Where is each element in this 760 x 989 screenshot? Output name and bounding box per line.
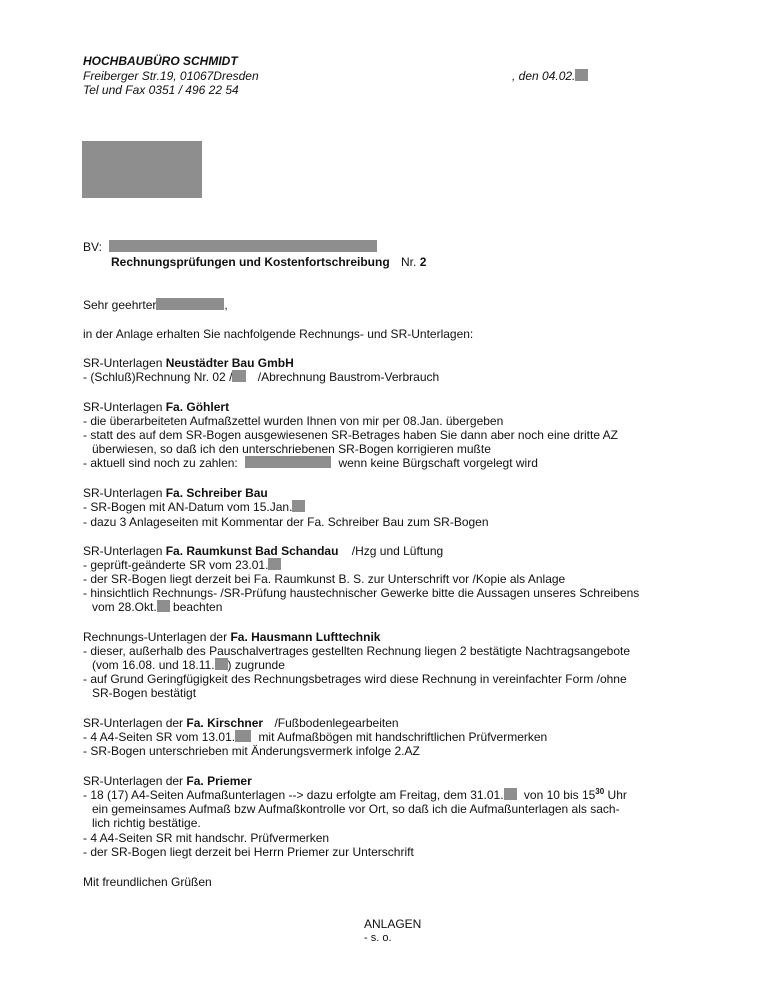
salutation-text: Sehr geehrter: [83, 298, 157, 312]
attachments-label: ANLAGEN: [364, 917, 422, 931]
heading-prefix: SR-Unterlagen: [83, 400, 163, 414]
item-text: beachten: [173, 600, 223, 614]
item-text: - SR-Bogen mit AN-Datum vom 15.Jan.: [83, 500, 293, 514]
salutation: Sehr geehrter ,: [83, 298, 228, 312]
item-text: Uhr: [607, 788, 627, 802]
company-name: Neustädter Bau GmbH: [165, 356, 294, 370]
nr-label: Nr.: [401, 255, 417, 269]
redacted-year: [575, 69, 588, 81]
heading-suffix: /Hzg und Lüftung: [351, 544, 444, 558]
section-hausmann-heading: [83, 630, 380, 644]
raumkunst-item-1: [83, 558, 281, 572]
heading-prefix: Rechnungs-Unterlagen der: [83, 630, 228, 644]
priemer-item-1-cont: ein gemeinsames Aufmaß bzw Aufmaßkontrolle vor Ort, so daß ich die Aufmaßunterlagen als sach-: [92, 802, 620, 816]
hausmann-item-1-cont: [92, 658, 285, 672]
item-text: (vom 16.08. und 18.11.: [92, 658, 215, 672]
recipient-address-redacted: [82, 141, 202, 198]
item-text: vom 28.Okt.: [92, 600, 157, 614]
goehlert-item-2-cont: überwiesen, so daß ich den unterschriebenen SR-Bogen korrigieren mußte: [92, 442, 491, 456]
bv-line: [83, 240, 377, 254]
item-text: mit Aufmaßbögen mit handschriftlichen Prüfvermerken: [258, 730, 548, 744]
heading-prefix: SR-Unterlagen: [83, 356, 163, 370]
nr-value: 2: [419, 255, 427, 269]
closing: Mit freundlichen Grüßen: [83, 875, 212, 889]
date-text: , den 04.02.: [512, 69, 576, 83]
sender-phone: Tel und Fax 0351 / 496 22 54: [83, 83, 239, 97]
item-text: - 4 A4-Seiten SR vom 13.01.: [83, 730, 236, 744]
time-superscript: 30: [595, 787, 605, 796]
company-name: Fa. Raumkunst Bad Schandau: [165, 544, 339, 558]
raumkunst-item-3-cont: [92, 600, 222, 614]
item-text: /Abrechnung Baustrom-Verbrauch: [257, 370, 440, 384]
kirschner-item-2: - SR-Bogen unterschrieben mit Änderungsvermerk infolge 2.AZ: [83, 744, 420, 758]
section-kirschner-heading: [83, 716, 399, 730]
heading-prefix: SR-Unterlagen der: [83, 716, 184, 730]
hausmann-item-2-cont: SR-Bogen bestätigt: [92, 686, 197, 700]
schreiber-item-1: [83, 500, 305, 514]
redacted-year: [504, 788, 517, 800]
raumkunst-item-2: - der SR-Bogen liegt derzeit bei Fa. Raumkunst B. S. zur Unterschrift vor /Kopie als Anlage: [83, 572, 566, 586]
item-text: - (Schluß)Rechnung Nr. 02 /: [83, 370, 233, 384]
item-text: von 10 bis 15: [523, 788, 596, 802]
redacted-name: [156, 298, 224, 310]
intro: in der Anlage erhalten Sie nachfolgende Rechnungs- und SR-Unterlagen:: [83, 327, 474, 341]
company-name: Fa. Hausmann Lufttechnik: [230, 630, 381, 644]
priemer-item-1-cont2: lich richtig bestätige.: [92, 816, 201, 830]
raumkunst-item-3: - hinsichtlich Rechnungs- /SR-Prüfung haustechnischer Gewerke bitte die Aussagen unseres Schreibens: [83, 586, 640, 600]
heading-prefix: SR-Unterlagen: [83, 486, 163, 500]
hausmann-item-1: - dieser, außerhalb des Pauschalvertrages gestellten Rechnung liegen 2 bestätigte Nachtragsangebote: [83, 644, 631, 658]
section-schreiber-heading: [83, 486, 268, 500]
section-neustaedter-heading: [83, 356, 294, 370]
item-text: - 18 (17) A4-Seiten Aufmaßunterlagen --> dazu erfolgte am Freitag, dem 31.01.: [83, 788, 504, 802]
kirschner-item-1: [83, 730, 547, 744]
redacted-amount: [245, 456, 331, 468]
attachments-note: - s. o.: [364, 932, 392, 944]
company-name: Fa. Göhlert: [165, 400, 230, 414]
redacted-year: [215, 658, 228, 670]
goehlert-item-2: - statt des auf dem SR-Bogen ausgewiesenen SR-Betrages haben Sie dann aber noch eine dritte AZ: [83, 428, 618, 442]
redacted-year: [235, 730, 251, 742]
subject-line: [111, 255, 426, 269]
neustaedter-item-1: [83, 370, 439, 384]
heading-prefix: SR-Unterlagen: [83, 544, 163, 558]
section-goehlert-heading: [83, 400, 229, 414]
sender-address: Freiberger Str.19, 01067Dresden: [83, 69, 259, 83]
redacted-value: [232, 370, 246, 382]
goehlert-item-1: - die überarbeiteten Aufmaßzettel wurden Ihnen von mir per 08.Jan. übergeben: [83, 414, 504, 428]
hausmann-item-2: - auf Grund Geringfügigkeit des Rechnungsbetrages wird diese Rechnung in vereinfachter Form /ohne: [83, 672, 627, 686]
company-name: Fa. Kirschner: [186, 716, 264, 730]
redacted-year: [268, 558, 281, 570]
heading-prefix: SR-Unterlagen der: [83, 774, 184, 788]
heading-suffix: /Fußbodenlegearbeiten: [274, 716, 399, 730]
project-redacted: [109, 240, 377, 252]
section-raumkunst-heading: [83, 544, 443, 558]
section-priemer-heading: [83, 774, 252, 788]
company-name: Fa. Priemer: [186, 774, 252, 788]
item-text: ) zugrunde: [227, 658, 285, 672]
letter-date: [512, 69, 588, 83]
sender-name: HOCHBAUBÜRO SCHMIDT: [83, 54, 238, 68]
redacted-year: [157, 600, 170, 612]
item-text: wenn keine Bürgschaft vorgelegt wird: [338, 456, 538, 470]
priemer-item-3: - der SR-Bogen liegt derzeit bei Herrn Priemer zur Unterschrift: [83, 845, 414, 859]
priemer-item-1: [83, 788, 627, 802]
schreiber-item-2: - dazu 3 Anlageseiten mit Kommentar der Fa. Schreiber Bau zum SR-Bogen: [83, 515, 489, 529]
company-name: Fa. Schreiber Bau: [165, 486, 268, 500]
priemer-item-2: - 4 A4-Seiten SR mit handschr. Prüfvermerken: [83, 831, 330, 845]
subject-title: Rechnungsprüfungen und Kostenfortschreibung: [111, 255, 390, 269]
goehlert-item-3: [83, 456, 538, 470]
item-text: - aktuell sind noch zu zahlen:: [83, 456, 238, 470]
item-text: - geprüft-geänderte SR vom 23.01.: [83, 558, 269, 572]
bv-label: BV:: [83, 240, 102, 254]
redacted-year: [292, 500, 305, 512]
